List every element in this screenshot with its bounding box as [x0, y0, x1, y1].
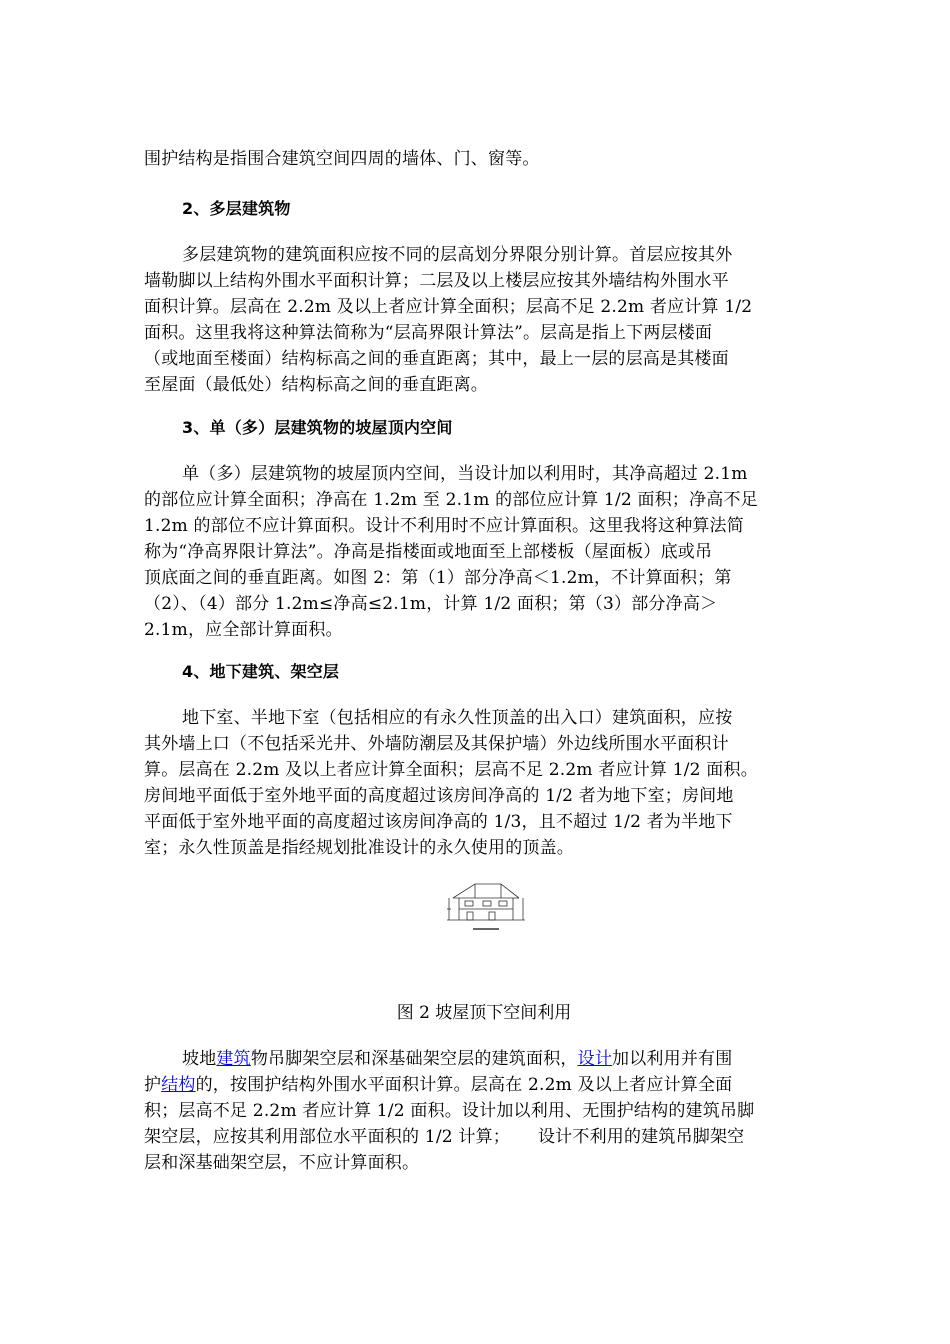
paragraph-line: 围护结构是指围合建筑空间四周的墙体、门、窗等。 — [144, 149, 540, 169]
paragraph-line: 顶底面之间的垂直距离。如图 2：第（1）部分净高＜1.2m，不计算面积；第 — [144, 568, 732, 588]
paragraph-line: 室；永久性顶盖是指经规划批准设计的永久使用的顶盖。 — [144, 838, 574, 858]
link-structure[interactable]: 结构 — [161, 1075, 196, 1095]
figure-caption: 图 2 坡屋顶下空间利用 — [396, 1003, 572, 1023]
paragraph-line: 至屋面（最低处）结构标高之间的垂直距离。 — [144, 375, 488, 395]
paragraph-line: 层和深基础架空层，不应计算面积。 — [144, 1153, 420, 1173]
paragraph-line: 其外墙上口（不包括采光井、外墙防潮层及其保护墙）外边线所围水平面积计 — [144, 734, 729, 754]
paragraph-line: 的部位应计算全面积；净高在 1.2m 至 2.1m 的部位应计算 1/2 面积；净高不足 — [144, 490, 758, 510]
paragraph-line: 面积。这里我将这种算法简称为“层高界限计算法”。层高是指上下两层楼面 — [144, 323, 713, 343]
paragraph-line: 平面低于室外地平面的高度超过该房间净高的 1/3，且不超过 1/2 者为半地下 — [144, 812, 733, 832]
text-span: 护 — [144, 1075, 162, 1095]
paragraph-line: 算。层高在 2.2m 及以上者应计算全面积；层高不足 2.2m 者应计算 1/2 面积。 — [144, 760, 758, 780]
paragraph-line: 房间地平面低于室外地平面的高度超过该房间净高的 1/2 者为地下室；房间地 — [144, 786, 734, 806]
section-heading-multistory: 2、多层建筑物 — [182, 199, 291, 218]
paragraph-line: 积；层高不足 2.2m 者应计算 1/2 面积。设计加以利用、无围护结构的建筑吊脚 — [144, 1101, 755, 1121]
paragraph-line: 称为“净高界限计算法”。净高是指楼面或地面至上部楼板（屋面板）底或吊 — [144, 542, 713, 562]
paragraph-line: 面积计算。层高在 2.2m 及以上者应计算全面积；层高不足 2.2m 者应计算 1/2 — [144, 297, 753, 317]
section-heading-underground: 4、地下建筑、架空层 — [182, 662, 340, 681]
paragraph-line: 地下室、半地下室（包括相应的有永久性顶盖的出入口）建筑面积，应按 — [182, 708, 733, 728]
text-span: 坡地 — [182, 1049, 217, 1069]
paragraph-line: 1.2m 的部位不应计算面积。设计不利用时不应计算面积。这里我将这种算法简 — [144, 516, 744, 536]
paragraph-line: （2）、（4）部分 1.2m≤净高≤2.1m，计算 1/2 面积；第（3）部分净高＞ — [144, 594, 718, 614]
paragraph-line: 单（多）层建筑物的坡屋顶内空间，当设计加以利用时，其净高超过 2.1m — [182, 464, 748, 484]
text-span: 物吊脚架空层和深基础架空层的建筑面积， — [250, 1049, 578, 1069]
paragraph-line: 架空层，应按其利用部位水平面积的 1/2 计算； 设计不利用的建筑吊脚架空 — [144, 1127, 745, 1147]
link-design[interactable]: 设计 — [577, 1049, 613, 1069]
link-building[interactable]: 建筑 — [216, 1049, 251, 1069]
paragraph-line: （或地面至楼面）结构标高之间的垂直距离；其中，最上一层的层高是其楼面 — [144, 349, 729, 369]
paragraph-line: 墙勒脚以上结构外围水平面积计算；二层及以上楼层应按其外墙结构外围水平 — [144, 271, 729, 291]
paragraph-line: 2.1m，应全部计算面积。 — [144, 620, 343, 640]
paragraph-line — [182, 1046, 732, 1072]
building-section-figure — [445, 878, 527, 936]
paragraph-line: 多层建筑物的建筑面积应按不同的层高划分界限分别计算。首层应按其外 — [182, 245, 733, 265]
section-heading-sloped-roof: 3、单（多）层建筑物的坡屋顶内空间 — [182, 418, 453, 437]
text-span: 加以利用并有围 — [612, 1049, 733, 1069]
paragraph-line — [144, 1072, 732, 1098]
text-span: 的，按围护结构外围水平面积计算。层高在 2.2m 及以上者应计算全面 — [195, 1075, 733, 1095]
